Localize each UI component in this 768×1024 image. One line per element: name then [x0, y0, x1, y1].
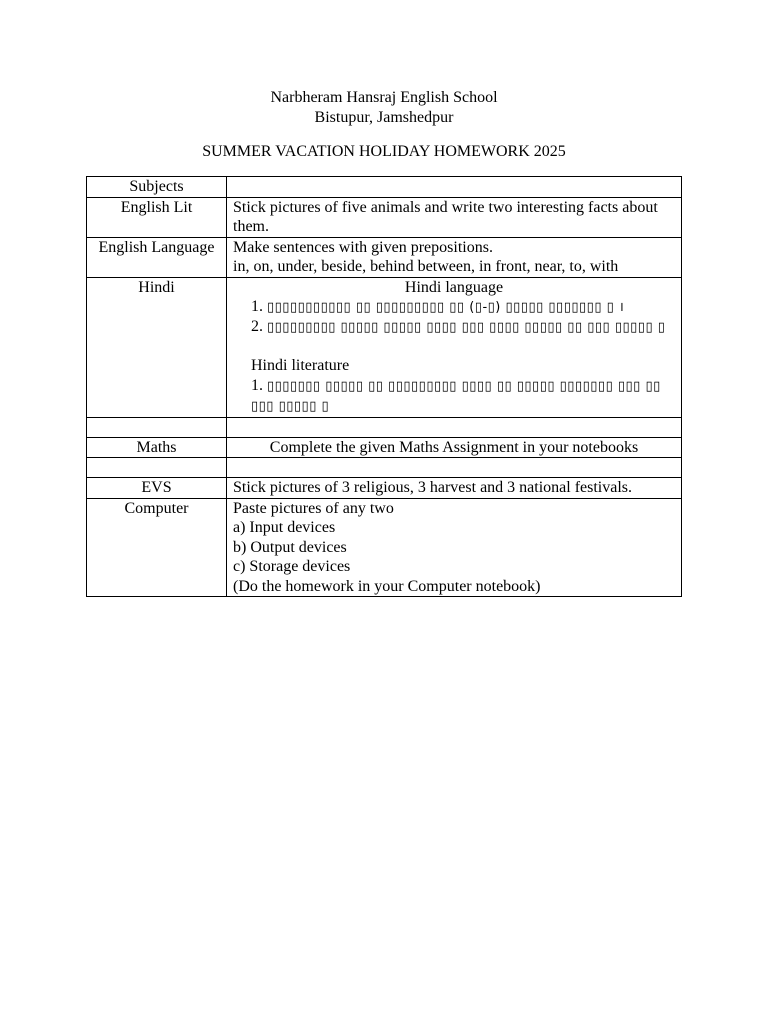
hindi-literature-item-1-number: 1.	[251, 376, 263, 394]
empty-subject-cell-2	[87, 458, 227, 478]
hindi-item-1	[251, 297, 675, 317]
hindi-item-2	[251, 317, 675, 337]
table-row-empty-2	[87, 458, 682, 478]
empty-task-cell-1	[227, 417, 682, 437]
computer-line1: Paste pictures of any two	[233, 499, 394, 517]
table-row-english-language	[87, 237, 682, 277]
hindi-item-1-text: ▯▯▯▯▯▯▯▯▯▯▯ ▯▯ ▯▯▯▯▯▯▯▯▯ ▯▯ (▯-▯) ▯▯▯▯▯ ▯▯▯▯▯▯▯ ▯ ।	[267, 300, 625, 315]
subjects-header: Subjects	[87, 177, 227, 198]
hindi-language-heading: Hindi language	[404, 278, 504, 296]
english-language-line2: in, on, under, beside, behind between, in front, near, to, with	[233, 258, 619, 275]
hindi-item-1-number: 1.	[251, 298, 263, 315]
table-header-row	[87, 177, 682, 198]
hindi-literature-item-1	[233, 376, 675, 417]
empty-task-cell-2	[227, 458, 682, 478]
subject-maths: Maths	[87, 437, 227, 458]
table-row-empty-1	[87, 417, 682, 437]
hindi-literature-item-1-text: ▯▯▯▯▯▯▯ ▯▯▯▯▯ ▯▯ ▯▯▯▯▯▯▯▯▯ ▯▯▯▯ ▯▯ ▯▯▯▯▯ ▯▯▯▯▯▯▯ ▯▯▯ ▯▯ ▯▯▯ ▯▯▯▯▯ ▯	[251, 378, 661, 414]
table-row-english-lit	[87, 197, 682, 237]
empty-subject-cell-1	[87, 417, 227, 437]
hindi-item-2-number: 2.	[251, 318, 263, 335]
school-name: Narbheram Hansraj English School	[270, 89, 498, 106]
school-header	[0, 88, 768, 128]
subject-computer: Computer	[87, 498, 227, 597]
task-english-language	[227, 237, 682, 277]
homework-table	[86, 176, 682, 597]
subject-evs: EVS	[87, 478, 227, 499]
computer-line3: b) Output devices	[233, 538, 347, 556]
hindi-spacer	[233, 337, 675, 356]
table-row-maths	[87, 437, 682, 458]
school-location: Bistupur, Jamshedpur	[314, 109, 454, 126]
subject-english-language: English Language	[87, 237, 227, 277]
task-maths: Complete the given Maths Assignment in your notebooks	[227, 437, 682, 458]
task-hindi	[227, 277, 682, 417]
task-evs: Stick pictures of 3 religious, 3 harvest and 3 national festivals.	[227, 478, 682, 499]
computer-line2: a) Input devices	[233, 519, 336, 536]
subject-english-lit: English Lit	[87, 197, 227, 237]
task-header	[227, 177, 682, 198]
hindi-item-2-text: ▯▯▯▯▯▯▯▯▯ ▯▯▯▯▯ ▯▯▯▯▯ ▯▯▯▯ ▯▯▯ ▯▯▯▯ ▯▯▯▯▯ ▯▯ ▯▯▯ ▯▯▯▯▯ ▯	[267, 320, 666, 335]
document-title: SUMMER VACATION HOLIDAY HOMEWORK 2025	[202, 143, 566, 160]
hindi-language-list	[233, 297, 675, 337]
table-row-computer	[87, 498, 682, 597]
computer-line5: (Do the homework in your Computer notebook)	[233, 577, 541, 595]
table-row-evs	[87, 478, 682, 499]
subject-hindi: Hindi	[87, 277, 227, 417]
table-row-hindi	[87, 277, 682, 417]
task-computer	[227, 498, 682, 597]
computer-line4: c) Storage devices	[233, 558, 351, 575]
english-language-line1: Make sentences with given prepositions.	[233, 238, 493, 256]
task-english-lit: Stick pictures of five animals and write two interesting facts about them.	[227, 197, 682, 237]
hindi-literature-heading: Hindi literature	[251, 357, 350, 374]
